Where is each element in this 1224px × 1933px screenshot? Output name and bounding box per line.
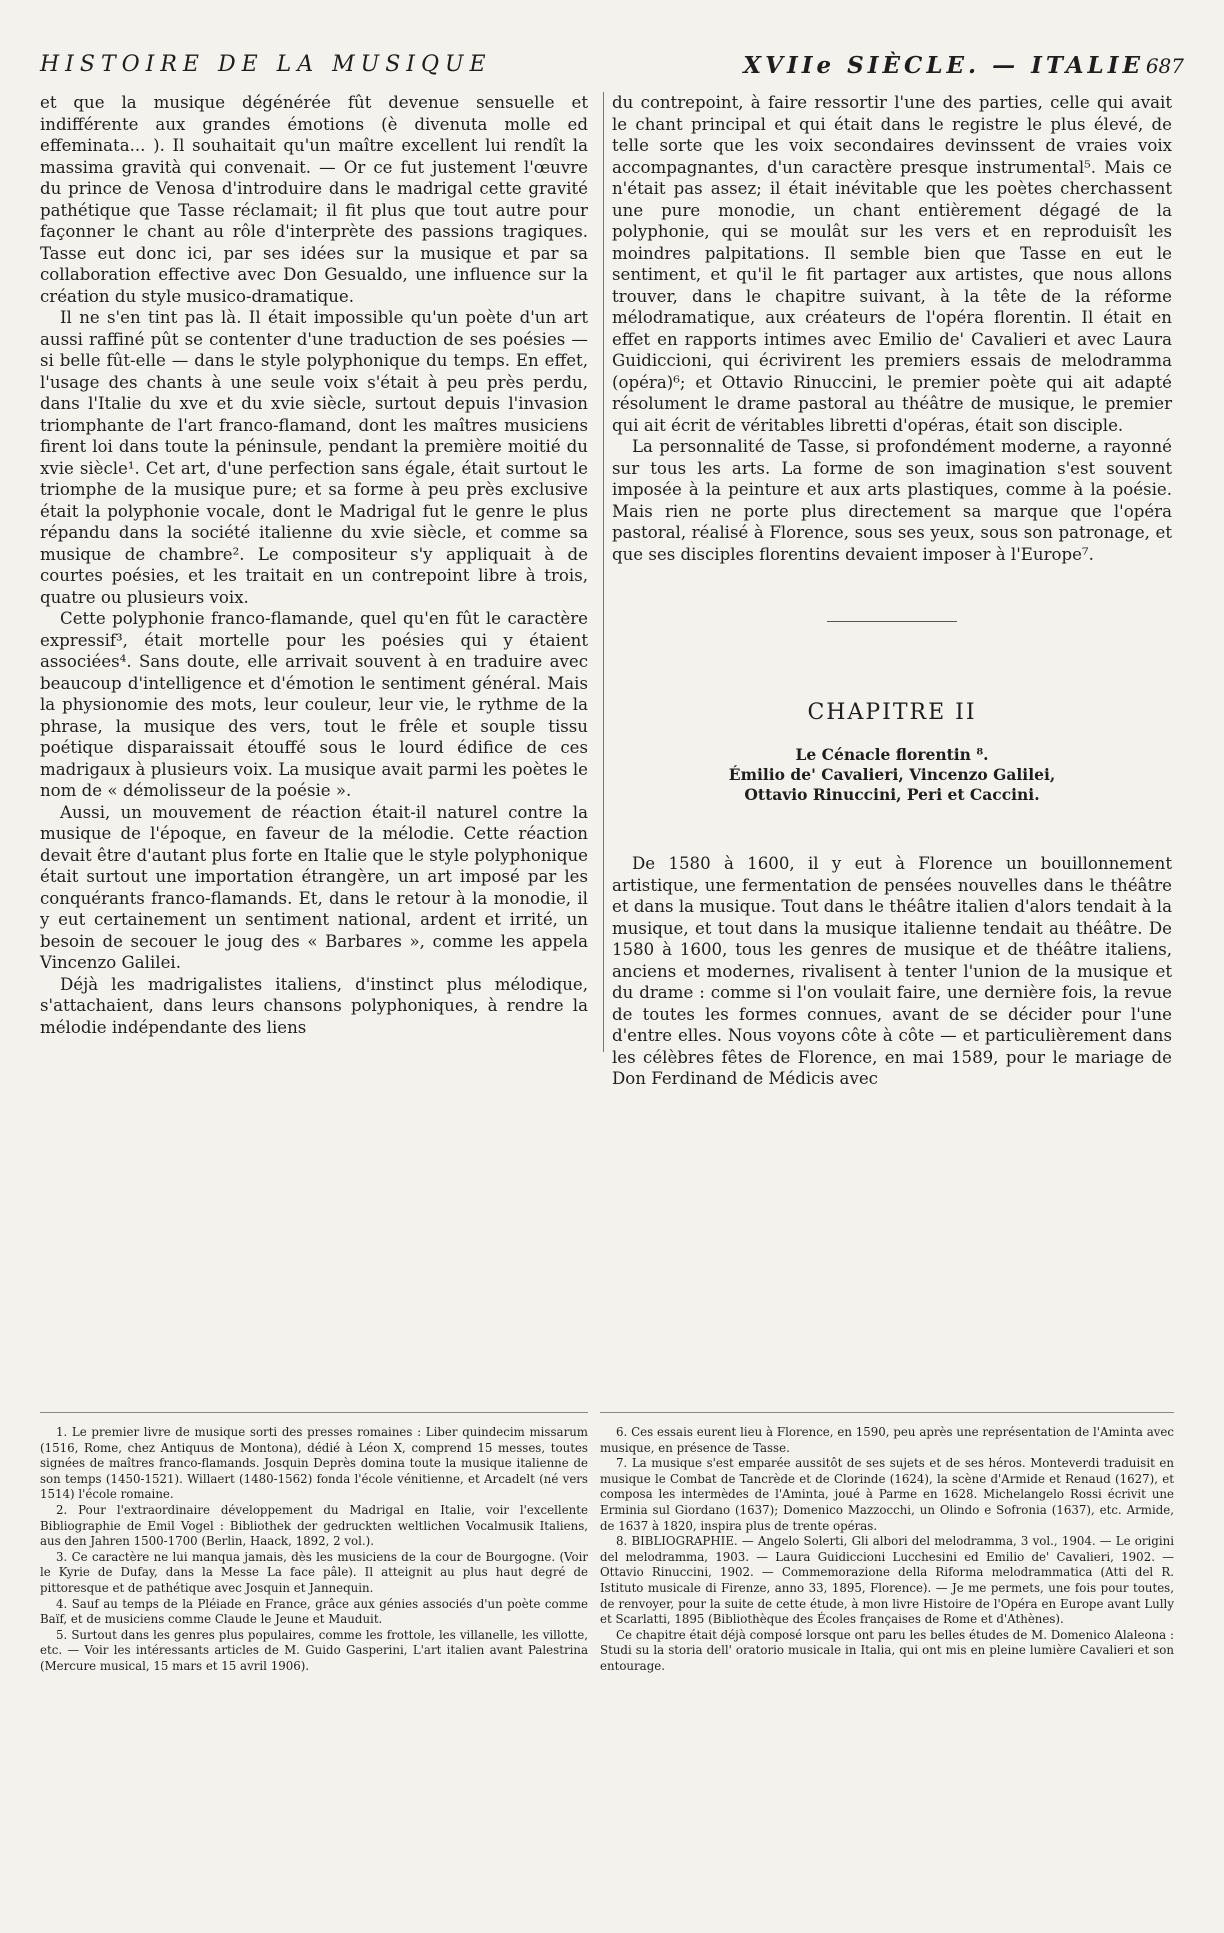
right-column bbox=[612, 92, 1172, 1090]
section-separator bbox=[827, 621, 957, 622]
body-paragraph: Cette polyphonie franco-flamande, quel qu'en fût le caractère expressif³, était mortelle pour les poésies qui y étaient associées⁴. Sans doute, elle arrivait souvent à en traduire avec beaucoup d'intelligence et d'émotion le sentiment général. Mais la physionomie des mots, leur couleur, leur vie, le rythme de la phrase, la musique des vers, tout le frêle et souple tissu poétique disparaissait étouffé sous le lourd édifice de ces madrigaux à plusieurs voix. La musique avait parmi les poètes le nom de « démolisseur de la poésie ». bbox=[40, 609, 588, 800]
chapter-subtitle-line: Ottavio Rinuccini, Peri et Caccini. bbox=[744, 785, 1040, 804]
header-book-title: HISTOIRE DE LA MUSIQUE bbox=[40, 52, 492, 77]
chapter-subtitle bbox=[612, 745, 1172, 805]
footnote: 8. BIBLIOGRAPHIE. — Angelo Solerti, Gli albori del melodramma, 3 vol., 1904. — Le origini del melodramma, 1903. — Laura Guidiccioni Lucchesini ed Emilio de' Cavalieri, 1902. — Ottavio Rinuccini, 1902. — Commemorazione della Riforma melodrammatica (Atti del R. Istituto musicale di Firenze, anno 33, 1895, Florence). — Je me permets, une fois pour toutes, de renvoyer, pour la suite de cette étude, à mon livre Histoire de l'Opéra en Europe avant Lully et Scarlatti, 1895 (Bibliothèque des Écoles françaises de Rome et d'Athènes). bbox=[600, 1534, 1174, 1627]
body-paragraph: du contrepoint, à faire ressortir l'une des parties, celle qui avait le chant principal et qui était dans le registre le plus élevé, de telle sorte que les voix secondaires devinssent de vraies voix accompagnantes, d'un caractère presque instrumental⁵. Mais ce n'était pas assez; il était inévitable que les poètes cherchassent une pure monodie, un chant entièrement dégagé de la polyphonie, qui se moulât sur les vers et en reproduisît les moindres palpitations. Il semble bien que Tasse en eut le sentiment, et qu'il le fit partager aux artistes, que nous allons trouver, dans le chapitre suivant, à la tête de la réforme mélodramatique, aux créateurs de l'opéra florentin. Il était en effet en rapports intimes avec Emilio de' Cavalieri et avec Laura Guidiccioni, qui écrivirent les premiers essais de melodramma (opéra)⁶; et Ottavio Rinuccini, le premier poète qui ait adapté résolument le drame pastoral au théâtre de musique, le premier qui ait écrit de véritables libretti d'opéras, était son disciple. bbox=[612, 93, 1172, 435]
footnotes-right bbox=[600, 1425, 1174, 1675]
body-paragraph: Il ne s'en tint pas là. Il était impossible qu'un poète d'un art aussi raffiné pût se contenter d'une traduction de ses poésies — si belle fût-elle — dans le style polyphonique du temps. En effet, l'usage des chants à une seule voix s'était à peu près perdu, dans l'Italie du xve et du xvie siècle, surtout depuis l'invasion triomphante de l'art franco-flamand, dont les maîtres musiciens firent loi dans toute la péninsule, pendant la première moitié du xvie siècle¹. Cet art, d'une perfection sans égale, était surtout le triomphe de la musique pure; et sa forme à peu près exclusive était la polyphonie vocale, dont le Madrigal fut le genre le plus répandu dans la société italienne du xvie siècle, et comme sa musique de chambre². Le compositeur s'y appliquait à de courtes poésies, et les traitait en un contrepoint libre à trois, quatre ou plusieurs voix. bbox=[40, 308, 588, 607]
footnote: 6. Ces essais eurent lieu à Florence, en 1590, peu après une représentation de l'Aminta avec musique, en présence de Tasse. bbox=[600, 1425, 1174, 1455]
column-divider bbox=[603, 92, 604, 1052]
chapter-title: CHAPITRE II bbox=[807, 700, 977, 725]
footnote: 4. Sauf au temps de la Pléiade en France, grâce aux génies associés d'un poète comme Baïf, et de musiciens comme Claude le Jeune et Mauduit. bbox=[40, 1596, 588, 1627]
body-paragraph: De 1580 à 1600, il y eut à Florence un bouillonnement artistique, une fermentation de pensées nouvelles dans le théâtre et dans la musique. Tout dans le théâtre italien d'alors tendait à la musique, et tout dans la musique italienne tendait au théâtre. De 1580 à 1600, tous les genres de musique et de théâtre italiens, anciens et modernes, rivalisent à tenter l'union de la musique et du drame : comme si l'on voulait faire, une dernière fois, la revue de toutes les formes connues, avant de se décider pour l'une d'entre elles. Nous voyons côte à côte — et particulièrement dans les célèbres fêtes de Florence, en mai 1589, pour le mariage de Don Ferdinand de Médicis avec bbox=[612, 854, 1172, 1088]
footnote: 1. Le premier livre de musique sorti des presses romaines : Liber quindecim missarum (1516, Rome, chez Antiquus de Montona), dédié à Léon X, comprend 15 messes, toutes signées de maîtres franco-flamands. Josquin Deprès domina toute la musique italienne de son temps (1450-1521). Willaert (1480-1562) fonda l'école vénitienne, et Arcadelt (né vers 1514) l'école romaine. bbox=[40, 1425, 588, 1502]
body-paragraph: La personnalité de Tasse, si profondément moderne, a rayonné sur tous les arts. La forme de son imagination s'est souvent imposée à la peinture et aux arts plastiques, comme à la poésie. Mais rien ne porte plus directement sa marque que l'opéra pastoral, réalisé à Florence, sous ses yeux, sous son patronage, et que ses disciples florentins devaient imposer à l'Europe⁷. bbox=[612, 437, 1172, 564]
body-paragraph: Aussi, un mouvement de réaction était-il naturel contre la musique de l'époque, en faveur de la mélodie. Cette réaction devait être d'autant plus forte en Italie que le style polyphonique était surtout une importation étrangère, un art imposé par les conquérants franco-flamands. Et, dans le retour à la monodie, il y eut certainement un sentiment national, ardent et irrité, un besoin de secouer le joug des « Barbares », comme les appela Vincenzo Galilei. bbox=[40, 802, 588, 972]
page-number: 687 bbox=[1145, 54, 1184, 78]
header-section-title: XVIIe SIÈCLE. — ITALIE bbox=[743, 52, 1144, 79]
footnote-rule-left bbox=[40, 1412, 588, 1413]
chapter-subtitle-line: Le Cénacle florentin ⁸. bbox=[795, 745, 989, 764]
footnote: 2. Pour l'extraordinaire développement du Madrigal en Italie, voir l'excellente Bibliographie de Emil Vogel : Bibliothek der gedruckten weltlichen Vocalmusik Italiens, aus den Jahren 1500-1700 (Berlin, Haack, 1892, 2 vol.). bbox=[40, 1502, 588, 1549]
body-paragraph: et que la musique dégénérée fût devenue sensuelle et indifférente aux grandes émotions (è divenuta molle ed effeminata... ). Il souhaitait qu'un maître excellent lui rendît la massima gravità qui convenait. — Or ce fut justement l'œuvre du prince de Venosa d'introduire dans le madrigal cette gravité pathétique que Tasse réclamait; il fit plus que tout autre pour façonner le chant au rôle d'interprète des passions tragiques. Tasse eut donc ici, par ses idées sur la musique et par sa collaboration effective avec Don Gesualdo, une influence sur la création du style musico-dramatique. bbox=[40, 93, 588, 306]
footnote: 3. Ce caractère ne lui manqua jamais, dès les musiciens de la cour de Bourgogne. (Voir le Kyrie de Dufay, dans la Messe La face pâle). Il atteignit au plus haut degré de pittoresque et de pathétique avec Josquin et Jannequin. bbox=[40, 1549, 588, 1595]
chapter-subtitle-line: Émilio de' Cavalieri, Vincenzo Galilei, bbox=[728, 765, 1056, 784]
footnote: 7. La musique s'est emparée aussitôt de ses sujets et de ses héros. Monteverdi traduisit en musique le Combat de Tancrède et de Clorinde (1624), la scène d'Armide et Renaud (1627), et composa les intermèdes de l'Aminta, joué à Parme en 1628. Michelangelo Rossi écrivit une Erminia sul Giordano (1637); Domenico Mazzocchi, un Olindo e Sofronia (1637), etc. Armide, de 1637 à 1820, inspira plus de trente opéras. bbox=[600, 1456, 1174, 1533]
body-paragraph: Déjà les madrigalistes italiens, d'instinct plus mélodique, s'attachaient, dans leurs chansons polyphoniques, à rendre la mélodie indépendante des liens bbox=[40, 974, 588, 1037]
footnote: Ce chapitre était déjà composé lorsque ont paru les belles études de M. Domenico Alaleona : Studi su la storia dell' oratorio musicale in Italia, qui ont mis en pleine lumière Cavalieri et son entourage. bbox=[600, 1627, 1174, 1673]
footnote: 5. Surtout dans les genres plus populaires, comme les frottole, les villanelle, les villotte, etc. — Voir les intéressants articles de M. Guido Gasperini, L'art italien avant Palestrina (Mercure musical, 15 mars et 15 avril 1906). bbox=[40, 1627, 588, 1673]
running-header bbox=[40, 52, 1184, 86]
footnotes-left bbox=[40, 1425, 588, 1675]
footnote-rule-right bbox=[600, 1412, 1174, 1413]
left-column bbox=[40, 92, 588, 1038]
